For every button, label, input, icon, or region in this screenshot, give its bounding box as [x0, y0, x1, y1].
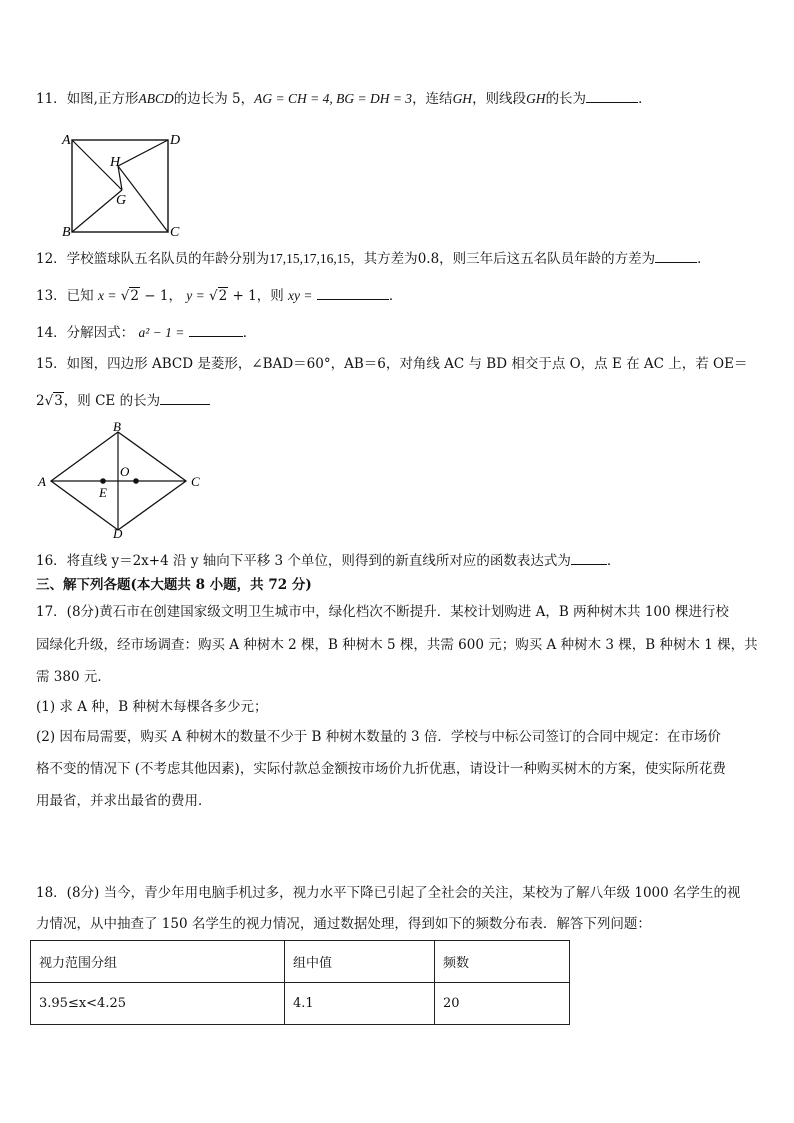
q16-answer-blank[interactable]: [571, 550, 607, 565]
q12-text-b: ，其方差为: [350, 251, 418, 267]
q17-sub-2-line-2: 格不变的情况下 (不考虑其他因素)，实际付款总金额按市场价九折优惠，请设计一种购买树木的方案，使实际所花费: [36, 761, 726, 777]
q11-text-d: ，则线段: [472, 91, 527, 107]
header-cell: 频数: [435, 941, 570, 983]
table-cell: 20: [435, 983, 570, 1025]
q16-body: 16．将直线 y＝2x+4 沿 y 轴向下平移 3 个单位，则得到的新直线所对应的函数表达式为: [36, 553, 571, 569]
q17-sub-1: (1) 求 A 种，B 种树木每棵各多少元；: [36, 699, 268, 715]
q13-y-sqrt: √2: [209, 288, 228, 304]
q12-variance: 0.8: [417, 251, 440, 267]
label-b: B: [62, 225, 71, 238]
q15-line-2: [36, 390, 210, 411]
q17-line-2: 园绿化升级，经市场调查：购买 A 种树木 2 棵，B 种树木 5 棵，共需 600 元；购买 A 种树木 3 棵，B 种树木 1 棵，共: [36, 637, 758, 653]
q13-tail: ．: [388, 288, 403, 304]
q11-segment-2: GH: [526, 91, 546, 106]
q11-answer-blank[interactable]: [586, 88, 638, 103]
q12-text-c: ，则三年后这五名队员年龄的方差为: [439, 251, 656, 267]
point-on-ac: [133, 478, 139, 484]
q11-text: [36, 88, 652, 109]
q11-square-figure: [60, 128, 190, 238]
q12-ages: 17,15,17,16,15: [269, 251, 351, 266]
q14-text: [36, 322, 256, 343]
segment-bg: [72, 190, 122, 232]
q15-line-1: 15．如图，四边形 ABCD 是菱形，∠BAD＝60°，AB＝6，对角线 AC 与 BD 相交于点 O，点 E 在 AC 上，若 OE＝: [36, 356, 748, 372]
table-header-row: [31, 941, 570, 983]
q14-tail: ．: [242, 325, 257, 341]
q17-sub-2-line-3: 用最省，并求出最省的费用．: [36, 793, 212, 809]
point-e: [100, 478, 106, 484]
q16-tail: ．: [606, 553, 621, 569]
label-g: G: [116, 193, 127, 208]
q13-x-lhs: x =: [97, 288, 117, 303]
table-cell: 4.1: [285, 983, 435, 1025]
q17-line-1: 17．(8分)黄石市在创建国家级文明卫生城市中，绿化档次不断提升．某校计划购进 A，B 两种树木共 100 棵进行校: [36, 604, 729, 620]
section-3-title: 三、解下列各题(本大题共 8 小题，共 72 分): [36, 577, 312, 593]
q18-line-1: 18．(8分) 当今，青少年用电脑手机过多，视力水平下降已引起了全社会的关注，某校为了解八年级 1000 名学生的视: [36, 885, 741, 901]
q11-condition: AG = CH = 4, BG = DH = 3: [254, 91, 413, 106]
q13-y-lhs: y =: [186, 288, 205, 303]
frequency-table: [30, 940, 570, 1025]
q11-segment-1: GH: [452, 91, 473, 106]
q16-text: [36, 550, 620, 571]
q13-expression: xy =: [288, 288, 313, 303]
label-b: B: [113, 420, 121, 434]
q13-x-radicand: 2: [130, 288, 139, 304]
q11-square: ABCD: [138, 91, 174, 106]
q13-x-sqrt: √2: [120, 288, 139, 304]
q14-text-a: 14．分解因式：: [36, 325, 135, 341]
label-c: C: [191, 474, 200, 489]
q11-text-e: 的长为: [545, 91, 587, 107]
q12-text-a: 12．学校篮球队五名队员的年龄分别为: [36, 251, 270, 267]
label-c: C: [170, 225, 180, 238]
q12-answer-blank[interactable]: [655, 248, 697, 263]
q15-text-b: ，则 CE 的长为: [63, 393, 161, 409]
label-h: H: [110, 155, 121, 170]
table-row: [31, 983, 570, 1025]
q15-coefficient: 2: [36, 393, 45, 409]
q13-y-tail: + 1: [232, 288, 257, 304]
q13-y-radicand: 2: [218, 288, 228, 304]
q13-text: [36, 285, 402, 306]
label-d: D: [170, 133, 181, 148]
label-a: A: [38, 474, 46, 489]
header-cell: 组中值: [285, 941, 435, 983]
q17-line-3: 需 380 元．: [36, 669, 111, 685]
label-a: A: [62, 133, 71, 148]
table-cell: 3.95≤x<4.25: [31, 983, 285, 1025]
label-e: E: [99, 485, 107, 500]
q12-text: [36, 248, 711, 269]
q14-expression: a² − 1 =: [138, 325, 185, 340]
segment-dh: [118, 140, 168, 166]
q13-x-tail: − 1: [144, 288, 169, 304]
q11-text-b: 的边长为 5，: [173, 91, 255, 107]
label-d: D: [113, 526, 123, 540]
q11-number: 11．: [36, 91, 67, 107]
q15-rhombus-figure: [36, 420, 216, 540]
q11-tail: ．: [638, 91, 652, 107]
q18-line-2: 力情况，从中抽查了 150 名学生的视力情况，通过数据处理，得到如下的频数分布表．解答下列问题：: [36, 916, 651, 932]
q12-tail: ．: [697, 251, 711, 267]
header-cell: 视力范围分组: [31, 941, 285, 983]
q13-separator: ，: [168, 288, 182, 304]
q13-text-a: 13．已知: [36, 288, 94, 304]
q15-sqrt: √3: [44, 393, 63, 409]
q17-sub-2-line-1: (2) 因布局需要，购买 A 种树木的数量不少于 B 种树木数量的 3 倍．学校与中标公司签订的合同中规定：在市场价: [36, 729, 721, 745]
q11-text-c: ，连结: [412, 91, 453, 107]
q14-answer-blank[interactable]: [189, 322, 243, 337]
label-o: O: [120, 464, 130, 479]
q15-radicand: 3: [54, 393, 63, 409]
q13-text-b: ，则: [256, 288, 284, 304]
q15-answer-blank[interactable]: [160, 390, 210, 405]
q13-answer-blank[interactable]: [317, 285, 389, 300]
q11-text-a: 如图,正方形: [66, 91, 139, 107]
